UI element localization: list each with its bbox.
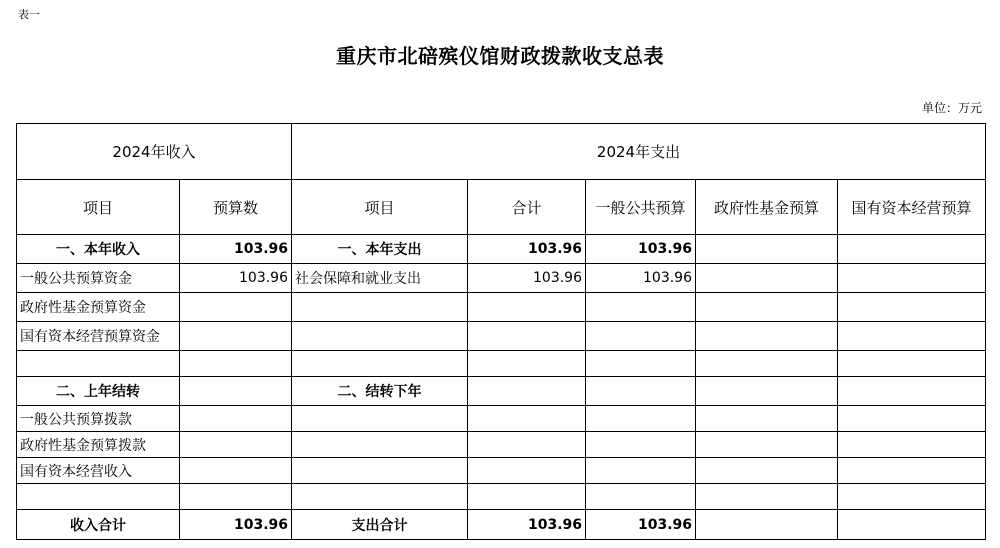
table-row <box>17 322 986 351</box>
expense-total: 103.96 <box>468 510 586 540</box>
col-header-expense-item: 项目 <box>292 180 468 235</box>
table-row <box>17 432 986 458</box>
income-amount: 103.96 <box>180 264 292 293</box>
table-row <box>17 235 986 264</box>
expense-state-capital <box>838 458 986 484</box>
expense-state-capital <box>838 406 986 432</box>
expense-item: 二、结转下年 <box>292 377 468 406</box>
expense-gov-fund <box>696 458 838 484</box>
expense-total: 103.96 <box>468 235 586 264</box>
page-title: 重庆市北碚殡仪馆财政拨款收支总表 <box>336 44 664 68</box>
expense-total <box>468 484 586 510</box>
table-row-total <box>17 510 986 540</box>
income-item: 一般公共预算拨款 <box>17 406 180 432</box>
expense-item <box>292 458 468 484</box>
expense-state-capital <box>838 510 986 540</box>
income-amount <box>180 293 292 322</box>
expense-item <box>292 322 468 351</box>
income-item <box>17 484 180 510</box>
expense-item <box>292 484 468 510</box>
expense-general <box>586 432 696 458</box>
expense-general: 103.96 <box>586 264 696 293</box>
expense-state-capital <box>838 293 986 322</box>
table-row <box>17 484 986 510</box>
expense-general <box>586 351 696 377</box>
table-row <box>17 406 986 432</box>
expense-group-header: 2024年支出 <box>292 124 986 180</box>
income-total-amount: 103.96 <box>180 510 292 540</box>
expense-state-capital <box>838 235 986 264</box>
expense-gov-fund <box>696 293 838 322</box>
income-item: 二、上年结转 <box>17 377 180 406</box>
expense-item <box>292 351 468 377</box>
table-row <box>17 377 986 406</box>
expense-item: 社会保障和就业支出 <box>292 264 468 293</box>
table-row <box>17 293 986 322</box>
unit-label: 单位：万元 <box>921 101 982 115</box>
expense-gov-fund <box>696 432 838 458</box>
table-row <box>17 264 986 293</box>
expense-total <box>468 351 586 377</box>
expense-total <box>468 377 586 406</box>
expense-gov-fund <box>696 235 838 264</box>
expense-gov-fund <box>696 377 838 406</box>
col-header-income-item: 项目 <box>17 180 180 235</box>
expense-general <box>586 458 696 484</box>
expense-gov-fund <box>696 264 838 293</box>
expense-total <box>468 458 586 484</box>
budget-table <box>16 123 986 540</box>
expense-item <box>292 432 468 458</box>
expense-state-capital <box>838 432 986 458</box>
expense-state-capital <box>838 322 986 351</box>
income-group-header: 2024年收入 <box>17 124 292 180</box>
income-amount <box>180 406 292 432</box>
income-amount <box>180 322 292 351</box>
expense-total-label: 支出合计 <box>292 510 468 540</box>
expense-total <box>468 293 586 322</box>
expense-item <box>292 293 468 322</box>
expense-item: 一、本年支出 <box>292 235 468 264</box>
col-header-general-budget: 一般公共预算 <box>586 180 696 235</box>
expense-general <box>586 322 696 351</box>
table-number: 表一 <box>18 8 40 21</box>
income-item: 政府性基金预算拨款 <box>17 432 180 458</box>
col-header-total: 合计 <box>468 180 586 235</box>
expense-state-capital <box>838 484 986 510</box>
income-item: 一、本年收入 <box>17 235 180 264</box>
income-amount <box>180 351 292 377</box>
expense-gov-fund <box>696 322 838 351</box>
expense-gov-fund <box>696 351 838 377</box>
income-amount <box>180 432 292 458</box>
expense-general <box>586 406 696 432</box>
expense-general: 103.96 <box>586 510 696 540</box>
expense-state-capital <box>838 377 986 406</box>
col-header-state-capital-budget: 国有资本经营预算 <box>838 180 986 235</box>
expense-general <box>586 484 696 510</box>
expense-total <box>468 322 586 351</box>
expense-item <box>292 406 468 432</box>
income-item: 国有资本经营预算资金 <box>17 322 180 351</box>
header-row-columns <box>17 180 986 235</box>
expense-general <box>586 293 696 322</box>
expense-gov-fund <box>696 406 838 432</box>
col-header-gov-fund-budget: 政府性基金预算 <box>696 180 838 235</box>
expense-general: 103.96 <box>586 235 696 264</box>
expense-total <box>468 432 586 458</box>
expense-total <box>468 406 586 432</box>
income-amount: 103.96 <box>180 235 292 264</box>
expense-gov-fund <box>696 484 838 510</box>
expense-total: 103.96 <box>468 264 586 293</box>
income-item: 一般公共预算资金 <box>17 264 180 293</box>
expense-state-capital <box>838 351 986 377</box>
expense-state-capital <box>838 264 986 293</box>
expense-general <box>586 377 696 406</box>
income-item <box>17 351 180 377</box>
table-row <box>17 458 986 484</box>
col-header-budget-amount: 预算数 <box>180 180 292 235</box>
expense-gov-fund <box>696 510 838 540</box>
income-item: 政府性基金预算资金 <box>17 293 180 322</box>
header-row-groups <box>17 124 986 180</box>
income-amount <box>180 377 292 406</box>
income-total-label: 收入合计 <box>17 510 180 540</box>
income-amount <box>180 484 292 510</box>
income-amount <box>180 458 292 484</box>
income-item: 国有资本经营收入 <box>17 458 180 484</box>
table-row <box>17 351 986 377</box>
